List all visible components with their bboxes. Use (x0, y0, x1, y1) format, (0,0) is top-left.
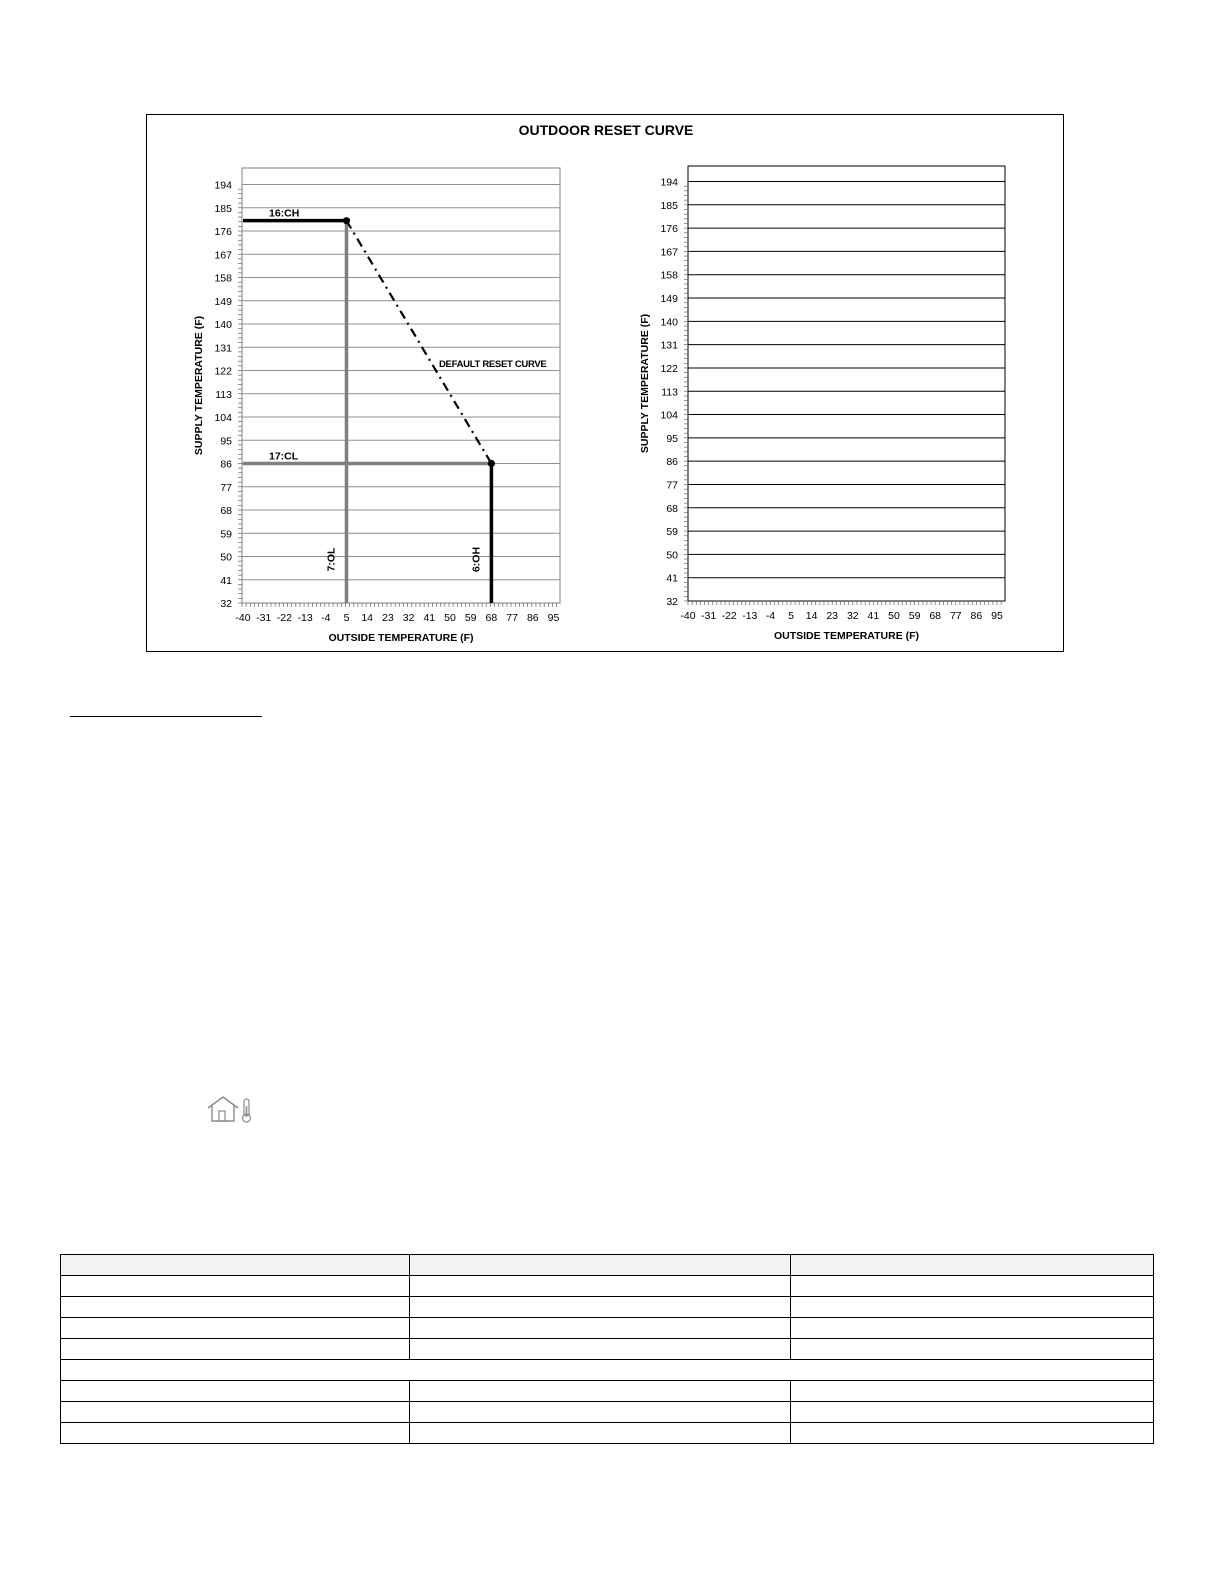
x-tick-label-23: 23 (826, 610, 839, 622)
table-row (61, 1423, 1154, 1444)
label-6-oh: 6:OH (470, 546, 483, 573)
chart-1 (193, 122, 696, 644)
y-axis-title: SUPPLY TEMPERATURE (F) (639, 313, 651, 454)
x-tick-label--13: -13 (742, 610, 758, 622)
y-tick-label-158: 158 (660, 269, 678, 282)
x-tick-label--4: -4 (321, 612, 331, 624)
x-tick-label--31: -31 (701, 610, 717, 622)
y-tick-label-41: 41 (666, 572, 678, 585)
label-16-ch: 16:CH (269, 207, 300, 220)
y-tick-label-176: 176 (214, 226, 232, 238)
x-tick-label--22: -22 (721, 610, 737, 622)
x-tick-label-23: 23 (382, 612, 394, 624)
table-cell (410, 1402, 791, 1423)
table-cell (61, 1276, 410, 1297)
y-tick-label-77: 77 (666, 479, 678, 492)
table-row (61, 1297, 1154, 1318)
x-tick-label-50: 50 (888, 610, 900, 622)
y-tick-label-194: 194 (214, 179, 232, 192)
table-cell (410, 1339, 791, 1360)
x-tick-label-77: 77 (506, 612, 518, 624)
y-tick-label-95: 95 (220, 435, 232, 448)
table-row (61, 1402, 1154, 1423)
plot-border (242, 168, 560, 603)
x-tick-label-50: 50 (444, 612, 456, 624)
y-tick-label-122: 122 (214, 365, 232, 378)
x-tick-label-5: 5 (343, 612, 350, 624)
x-tick-label--22: -22 (276, 612, 292, 624)
settings-table (60, 1254, 1154, 1444)
y-tick-label-140: 140 (660, 316, 678, 329)
table-cell (410, 1297, 791, 1318)
y-tick-label-113: 113 (215, 388, 232, 401)
x-tick-label-77: 77 (949, 610, 962, 622)
chart-title: OUTDOOR RESET CURVE (518, 122, 694, 138)
y-tick-label-104: 104 (214, 412, 232, 424)
table-cell (410, 1423, 791, 1444)
table-cell (410, 1381, 791, 1402)
y-tick-label-68: 68 (220, 505, 232, 517)
x-tick-label-95: 95 (991, 610, 1003, 622)
table-row (61, 1381, 1154, 1402)
table-cell (791, 1402, 1154, 1423)
plot-border (688, 166, 1005, 601)
table-cell (410, 1318, 791, 1339)
table-cell (61, 1423, 410, 1444)
y-tick-label-149: 149 (214, 295, 232, 308)
table-row (61, 1339, 1154, 1360)
y-tick-label-122: 122 (660, 362, 678, 375)
y-tick-label-32: 32 (220, 598, 232, 610)
figure-frame (146, 114, 1064, 652)
x-tick-label-59: 59 (908, 610, 921, 622)
house-thermometer-icon (206, 1094, 258, 1129)
settings-table-body (61, 1255, 1154, 1444)
y-tick-label-95: 95 (666, 432, 678, 445)
y-tick-label-50: 50 (666, 549, 678, 562)
label-7-ol: 7:OL (325, 547, 338, 572)
y-tick-label-131: 131 (660, 339, 678, 352)
table-cell (791, 1276, 1154, 1297)
y-tick-label-149: 149 (660, 293, 678, 306)
table-cell (791, 1255, 1154, 1276)
y-tick-label-185: 185 (660, 199, 678, 212)
table-header-row (61, 1255, 1154, 1276)
table-cell (791, 1339, 1154, 1360)
x-tick-label-14: 14 (361, 612, 374, 624)
x-tick-label-32: 32 (846, 610, 859, 622)
table-cell (791, 1318, 1154, 1339)
series-label-default-reset-curve: DEFAULT RESET CURVE (439, 359, 547, 370)
y-tick-label-50: 50 (220, 551, 232, 564)
x-tick-label-5: 5 (788, 610, 794, 622)
y-tick-label-77: 77 (220, 481, 232, 494)
table-cell (61, 1360, 1154, 1381)
y-axis-title: SUPPLY TEMPERATURE (F) (193, 315, 205, 456)
y-tick-label-158: 158 (214, 272, 232, 285)
y-tick-label-68: 68 (666, 502, 678, 515)
table-cell (410, 1276, 791, 1297)
y-tick-label-59: 59 (220, 528, 232, 541)
table-cell (61, 1255, 410, 1276)
y-tick-label-167: 167 (214, 249, 232, 262)
x-tick-label--40: -40 (680, 610, 696, 622)
table-cell (791, 1381, 1154, 1402)
x-tick-label--4: -4 (765, 610, 776, 622)
charts-canvas (147, 115, 1065, 653)
y-tick-label-194: 194 (660, 176, 678, 189)
x-axis-title: OUTSIDE TEMPERATURE (F) (773, 630, 920, 642)
table-cell (61, 1297, 410, 1318)
x-tick-label--31: -31 (256, 612, 272, 624)
x-tick-label-32: 32 (402, 612, 415, 624)
x-tick-label--40: -40 (235, 612, 251, 624)
y-tick-label-113: 113 (661, 386, 678, 399)
table-cell (410, 1255, 791, 1276)
table-cell (61, 1381, 410, 1402)
x-tick-label--13: -13 (297, 612, 313, 624)
curve-point-1 (343, 217, 350, 224)
curve-point-2 (488, 460, 495, 467)
y-tick-label-59: 59 (666, 526, 678, 539)
table-cell (791, 1423, 1154, 1444)
table-cell (791, 1297, 1154, 1318)
x-tick-label-68: 68 (485, 612, 498, 624)
x-tick-label-95: 95 (547, 612, 560, 624)
table-cell (61, 1339, 410, 1360)
table-cell (61, 1402, 410, 1423)
y-tick-label-185: 185 (214, 202, 232, 215)
x-tick-label-41: 41 (423, 612, 436, 624)
x-tick-label-86: 86 (526, 612, 539, 624)
y-tick-label-176: 176 (660, 223, 678, 236)
x-axis-title: OUTSIDE TEMPERATURE (F) (328, 632, 474, 644)
y-tick-label-167: 167 (660, 246, 678, 259)
y-tick-label-86: 86 (666, 456, 678, 469)
x-tick-label-59: 59 (464, 612, 477, 624)
series-line-default-reset-curve (347, 221, 492, 464)
x-tick-label-86: 86 (970, 610, 983, 622)
y-tick-label-131: 131 (214, 342, 232, 355)
y-tick-label-32: 32 (666, 596, 678, 608)
y-tick-label-41: 41 (220, 574, 232, 587)
x-tick-label-14: 14 (805, 610, 818, 622)
label-17-cl: 17:CL (269, 450, 299, 463)
section-heading-underline (70, 716, 262, 717)
y-tick-label-140: 140 (214, 319, 232, 331)
table-cell (61, 1318, 410, 1339)
x-tick-label-41: 41 (867, 610, 880, 622)
chart-2 (639, 166, 1005, 642)
table-row (61, 1318, 1154, 1339)
table-row (61, 1276, 1154, 1297)
x-tick-label-68: 68 (929, 610, 942, 622)
table-row (61, 1360, 1154, 1381)
y-tick-label-86: 86 (220, 458, 232, 471)
y-tick-label-104: 104 (660, 409, 678, 422)
